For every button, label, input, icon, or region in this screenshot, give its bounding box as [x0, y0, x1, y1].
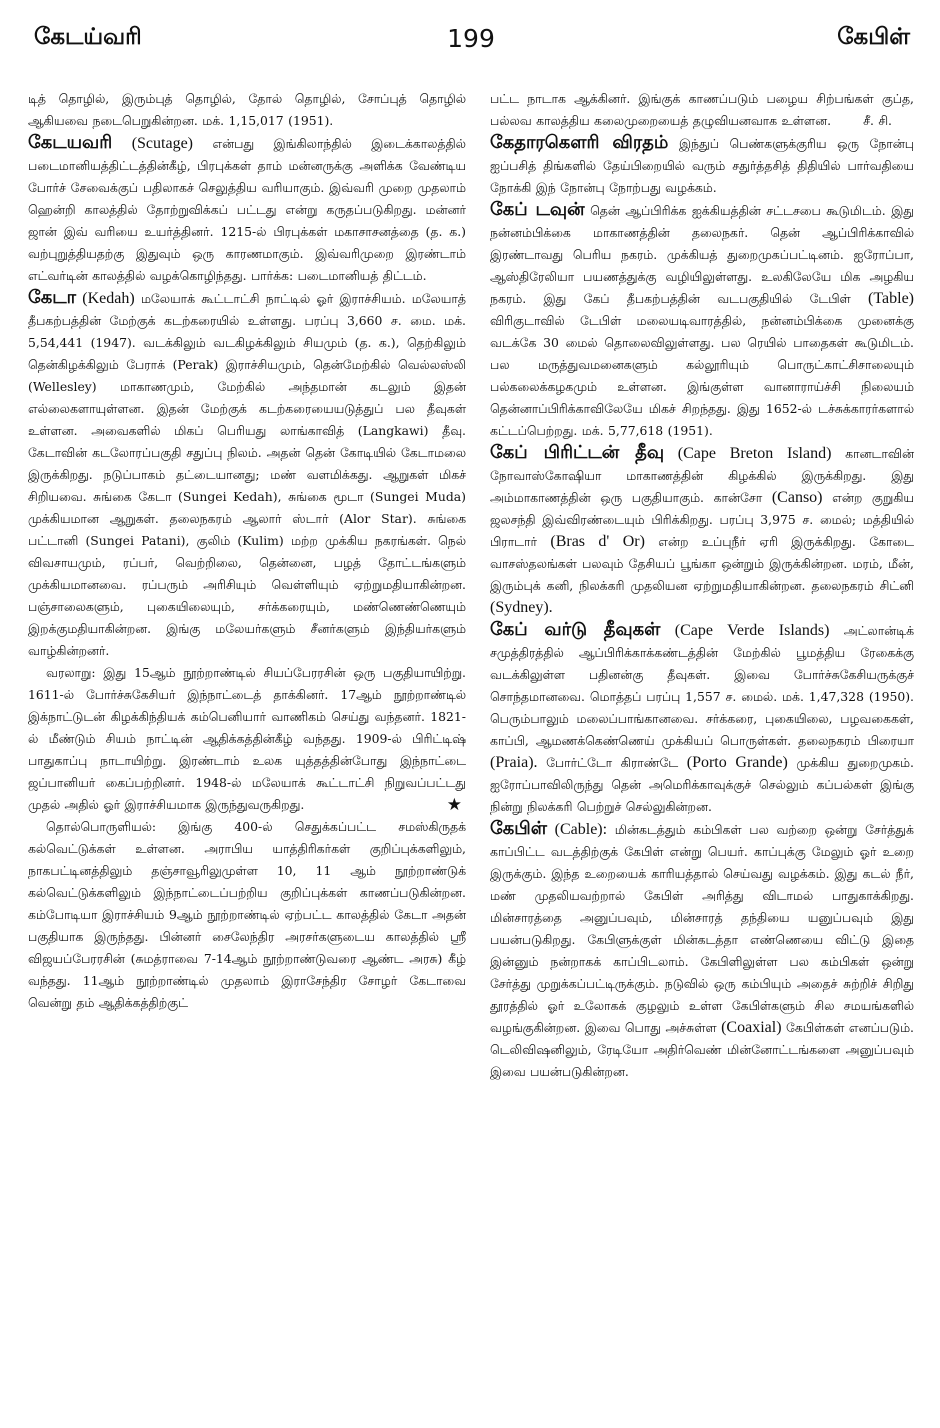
english-term: (Porto Grande): [686, 754, 788, 771]
history-section: [28, 662, 466, 816]
entry-body: என்ற உப்புநீர் ஏரி இருக்கிறது. கோடை வாசஸ்தலங்கள் பலவும் தேசியப் பூங்கா ஒன்றும் இருக்கின்றன. மரம், மீன், இரும்புக் கனி, நிலக்கரி முதலியன ஏற்றுமதியாகின்றன. தலைநகரம் சிட்னி: [490, 534, 914, 593]
headword-cable: கேபிள்: [490, 818, 547, 839]
entry-body: இந்துப் பெண்களுக்குரிய ஒரு நோன்பு ஐப்பசித் திங்களில் தேய்பிறையில் வரும் சதுர்த்தசித் திதியில் பார்வதியை நோக்கி இந் நோன்பு நோற்பது வழக்கம்.: [490, 136, 914, 195]
history-text: வரலாறு: இது 15ஆம் நூற்றாண்டில் சியப்பேரரசின் ஒரு பகுதியாயிற்று. 1611-ல் போர்ச்சுகேசியர் இந்நாட்டைத் தாக்கினர். 17ஆம் நூற்றாண்டில் இக்நாட்டுடன் கிழக்கிந்தியக் கம்பெனியார் வாணிகம் செய்து வந்தனர். 1821-ல் மீண்டும் சியம் நாட்டின் ஆதிக்கத்தின்கீழ் வந்தது. 1909-ல் பிரிட்டிஷ் பாதுகாப்பு நாடாயிற்று. இரண்டாம் உலக யுத்தத்தின்போது இந்நாட்டை ஜப்பானியர் கைப்பற்றினர். 1948-ல் மலேயாக் கூட்டாட்சி நிறுவப்பட்டது முதல் அதில் ஓர் இராச்சியமாக இருந்துவருகிறது.: [28, 665, 466, 812]
header-right-guideword: கேபிள்: [837, 24, 910, 50]
entry-body: கேபிள்கள் எனப்படும். டெலிவிஷனிலும், ரேடியோ அதிர்வெண் மின்னோட்டங்களை அனுப்பவும் இவை பயன்படுகின்றன.: [490, 1020, 914, 1079]
english-term: (Scutage): [131, 135, 193, 152]
english-term: (Cape Verde Islands): [674, 622, 830, 639]
headword-kedah: கேடா: [28, 287, 77, 308]
entry-body: அட்லான்டிக் சமுத்திரத்தில் ஆப்பிரிக்காக்கண்டத்தின் மேற்கில் பூமத்திய ரேகைக்கு வடக்கிலுள்ள பதினன்கு தீவுகள். இவை போர்ச்சுகேசியருக்குச் சொந்தமானவை. மொத்தப் பரப்பு 1,557 ச. மைல். மக். 1,47,328 (1950). பெரும்பாலும் மலைப்பாங்கானவை. சர்க்கரை, புகையிலை, பழவகைகள், காப்பி, ஆமணக்கெண்ணெய் முக்கியப் பொருள்கள். தலைநகரம் பிரையா: [490, 623, 914, 748]
continued-paragraph: டித் தொழில், இரும்புத் தொழில், தோல் தொழில், சோப்புத் தொழில் ஆகியவை நடைபெறுகின்றன. மக். 1,15,017 (1951).: [28, 91, 466, 128]
entry-body: விரிகுடாவில் டேபிள் மலையடிவாரத்தில், நன்னம்பிக்கை முனைக்கு வடக்கே 30 மைல் தொலைவிலுள்ளது. பல ரெயில் பாதைகள் கூடுமிடம். பல மருத்துவமனைகளும் கல்லூரியும் பொருட்காட்சிசாலையும் பல்கலைக்கழகமும் உள்ளன. இங்குள்ள வானாராய்ச்சி நிலையம் தென்னாப்பிரிக்காவிலேயே மிகச் சிறந்தது. இது 1652-ல் டச்சுக்காரர்களால் கட்டப்பெற்றது. மக். 5,77,618 (1951).: [490, 313, 914, 438]
entry-cape-verde: [490, 619, 914, 818]
entry-kedara-gauri: [490, 132, 914, 199]
headword-kedara-gauri: கேதாரகௌரி விரதம்: [490, 132, 669, 153]
left-column: [28, 88, 466, 1083]
entry-body: மின்கடத்தும் கம்பிகள் பல வற்றை ஒன்று சேர்த்துக் காப்பிட்ட வடத்திற்குக் கேபிள் என்று பெயர். காப்புக்கு மேலும் ஓர் உறை இருக்கும். இந்த உறையைக் காரியத்தால் செய்வது வழக்கம். இது கடல் நீர், மண் முதலியவற்றால் கேபிள் அரித்து விடாமல் பாதுகாக்கிறது. மின்சாரத்தை அனுப்பவும், மின்சாரத் தந்தியை யனுப்பவும் இது பயன்படுகிறது. கேபிளுக்குள் மின்கடத்தா எண்ணெயை விட்டு இதை இன்னும் நன்றாகக் காப்பிடலாம். கேபிளிலுள்ள பல கம்பிகள் ஒன்று சேர்த்து முறுக்கப்பட்டிருக்கும். நடுவில் ஒரு கம்பியும் அதைச் சுற்றிச் சிறிது தூரத்தில் ஓர் உலோகக் குழலும் உள்ள கேபிள்களும் சில சமயங்களில் வழங்குகின்றன. இவை பொது அச்சுள்ள: [490, 822, 914, 1035]
right-column: [490, 88, 914, 1083]
entry-body: கானடாவின் நோவாஸ்கோஷியா மாகாணத்தின் கிழக்கில் இருக்கிறது. இது அம்மாகாணத்தின் ஒரு பகுதியாகும். கான்சோ: [490, 446, 914, 505]
section-end-star: ★: [446, 795, 462, 815]
headword-scutage: கேடயவரி: [28, 132, 113, 153]
english-term: (Cable):: [554, 821, 608, 838]
page-number: 199: [447, 24, 495, 53]
entry-body: தென் ஆப்பிரிக்க ஐக்கியத்தின் சட்டசபை கூடுமிடம். இது நன்னம்பிக்கை மாகாணத்தின் தலைநகர். தென் ஆப்பிரிக்காவில் இரண்டாவது பெரிய நகரம். முக்கியத் துறைமுகப்பட்டினம். ஐரோப்பா, ஆஸ்திரேலியா பயணத்துக்கு வழியிலுள்ளது. உலகிலேயே மிக அழகிய நகரம். இது கேப் தீபகற்பத்தின் வடபகுதியில் டேபிள்: [490, 203, 914, 306]
entry-body: போர்ட்டோ கிராண்டே: [546, 755, 679, 770]
english-term: (Kedah): [82, 290, 135, 307]
english-term: (Canso): [771, 489, 823, 506]
headword-cape-breton: கேப் பிரிட்டன் தீவு: [490, 442, 665, 463]
continued-text: பட்ட நாடாக ஆக்கினர். இங்குக் காணப்படும் பழைய சிற்பங்கள் குப்த, பல்லவ காலத்திய கலைமுறையைத் தழுவியனவாக உள்ளன.: [490, 91, 914, 128]
entry-cable: [490, 818, 914, 1083]
entry-body: மலேயாக் கூட்டாட்சி நாட்டில் ஓர் இராச்சியம். மலேயாத் தீபகற்பத்தின் மேற்குக் கடற்கரையில் உள்ளது. பரப்பு 3,660 ச. மை. மக். 5,54,441 (1947). வடக்கிலும் வடகிழக்கிலும் சியமும் (த. க.), தெற்கிலும் தென்கிழக்கிலும் பேராக் (Perak) இராச்சியமும், தென்மேற்கில் வெல்லஸ்லி (Wellesley) மாகாணமும், மேற்கில் அந்தமான் கடலும் இதன் எல்லைகளாயுள்ளன. இதன் மேற்குக் கடற்கரையையடுத்துப் பல தீவுகள் உள்ளன. அவைகளில் மிகப் பெரியது லாங்காவித் (Langkawi) தீவு. கேடாவின் கடலோரப்பகுதி சதுப்பு நிலம். அதன் தென் கோடியில் கேடாமலை இருக்கிறது. நடுப்பாகம் தட்டையானது; மண் வளமிக்கது. ஆறுகள் மிகச் சிறியவை. சுங்கை கேடா (Sungei Kedah), சுங்கை மூடா (Sungei Muda) முக்கியமான ஆறுகள். தலைநகரம் ஆலார் ஸ்டார் (Alor Star). சுங்கை பட்டானி (Sungei Patani), குலிம் (Kulim) மற்ற முக்கிய நகரங்கள். நெல் விவசாயமும், ரப்பர், வெற்றிலை, தென்னை, பழத் தோட்டங்களும் முக்கியமானவை. ரப்பரும் அரிசியும் வெள்ளியும் ஏற்றுமதியாகின்றன. பஞ்சாலைகளும், புகையிலையும், சர்க்கரையும், மண்ணெண்ணெயும் இறக்குமதியாகின்றன. இங்கு மலேயர்களும் சீனர்களும் இந்தியர்களும் வாழ்கின்றனர்.: [28, 291, 466, 658]
entry-body: என்ற குறுகிய ஜலசந்தி இவ்விரண்டையும் பிரிக்கிறது. பரப்பு 3,975 ச. மைல்; மத்தியில் பிராடார்: [490, 490, 914, 549]
author-signature: சீ. சி.: [863, 113, 892, 128]
headword-cape-verde: கேப் வர்டு தீவுகள்: [490, 619, 661, 640]
entry-body: முக்கிய துறைமுகம். ஐரோப்பாவிலிருந்து தென் அமெரிக்காவுக்குச் செல்லும் கப்பல்கள் இங்கு நின்று நிலக்கரி பெற்றுச் செல்லுகின்றன.: [490, 755, 914, 814]
english-term: (Cape Breton Island): [677, 445, 832, 462]
entry-kedah: [28, 287, 466, 662]
archaeology-section: தொல்பொருளியல்: இங்கு 400-ல் செதுக்கப்பட்ட சமஸ்கிருதக் கல்வெட்டுக்கள் உள்ளன. அராபிய யாத்திரிகர்கள் குறிப்புக்களிலும், நாகபட்டினத்திலும் தஞ்சாவூரிலுமுள்ள 10, 11 ஆம் நூற்றாண்டுக் கல்வெட்டுக்களிலும் இந்நாட்டைப்பற்றிய குறிப்புக்கள் காணப்படுகின்றன. கம்போடியா இராச்சியம் 9ஆம் நூற்றாண்டில் ஏற்பட்ட காலத்தில் கேடா அதன் பகுதியாக இருந்தது. பின்னர் சைலேந்திர அரசர்களுடைய காலத்தில் ஸ்ரீ விஜயப்பேரரசின் (சுமத்ராவை 7-14ஆம் நூற்றாண்டுவரை ஆண்ட அரசு) கீழ் வந்தது. 11ஆம் நூற்றாண்டில் முதலாம் இராசேந்திர சோழர் கேடாவை வென்று தம் ஆதிக்கத்திற்குட்: [28, 819, 466, 1010]
continued-paragraph: [490, 88, 914, 132]
english-term: (Coaxial): [721, 1019, 782, 1036]
english-term: (Praia).: [490, 754, 538, 771]
entry-scutage: [28, 132, 466, 287]
page-header: [28, 24, 914, 62]
english-term: (Sydney).: [490, 599, 553, 616]
entry-cape-breton: [490, 442, 914, 619]
header-left-guideword: கேடய்வரி: [34, 24, 142, 50]
english-term: (Bras d' Or): [550, 533, 645, 550]
headword-cape-town: கேப் டவுன்: [490, 199, 585, 220]
text-columns: [28, 88, 914, 1083]
entry-body: என்பது இங்கிலாந்தில் இடைக்காலத்தில் படைமானியத்திட்டத்தின்கீழ், பிரபுக்கள் தாம் மன்னருக்கு அளிக்க வேண்டிய போர்ச் சேவைக்குப் பதிலாகச் செலுத்திய வரியாகும். இவ்வரி முறை முதலாம் ஹென்றி காலத்தில் தோற்றுவிக்கப் பட்டது என்று கருதப்படுகிறது. மன்னர் ஜான் இவ் வரியை உயர்த்தினர். 1215-ல் பிரபுக்கள் மகாசாசனத்தை (த. க.) வற்புறுத்தியதற்கு இதுவும் ஒரு காரணமாகும். இவ்வரிமுறை இரண்டாம் எட்வர்டின் காலத்தில் வழக்கொழிந்தது. பார்க்க: படைமானியத் திட்டம்.: [28, 136, 466, 283]
entry-cape-town: [490, 199, 914, 442]
english-term: (Table): [868, 290, 914, 307]
